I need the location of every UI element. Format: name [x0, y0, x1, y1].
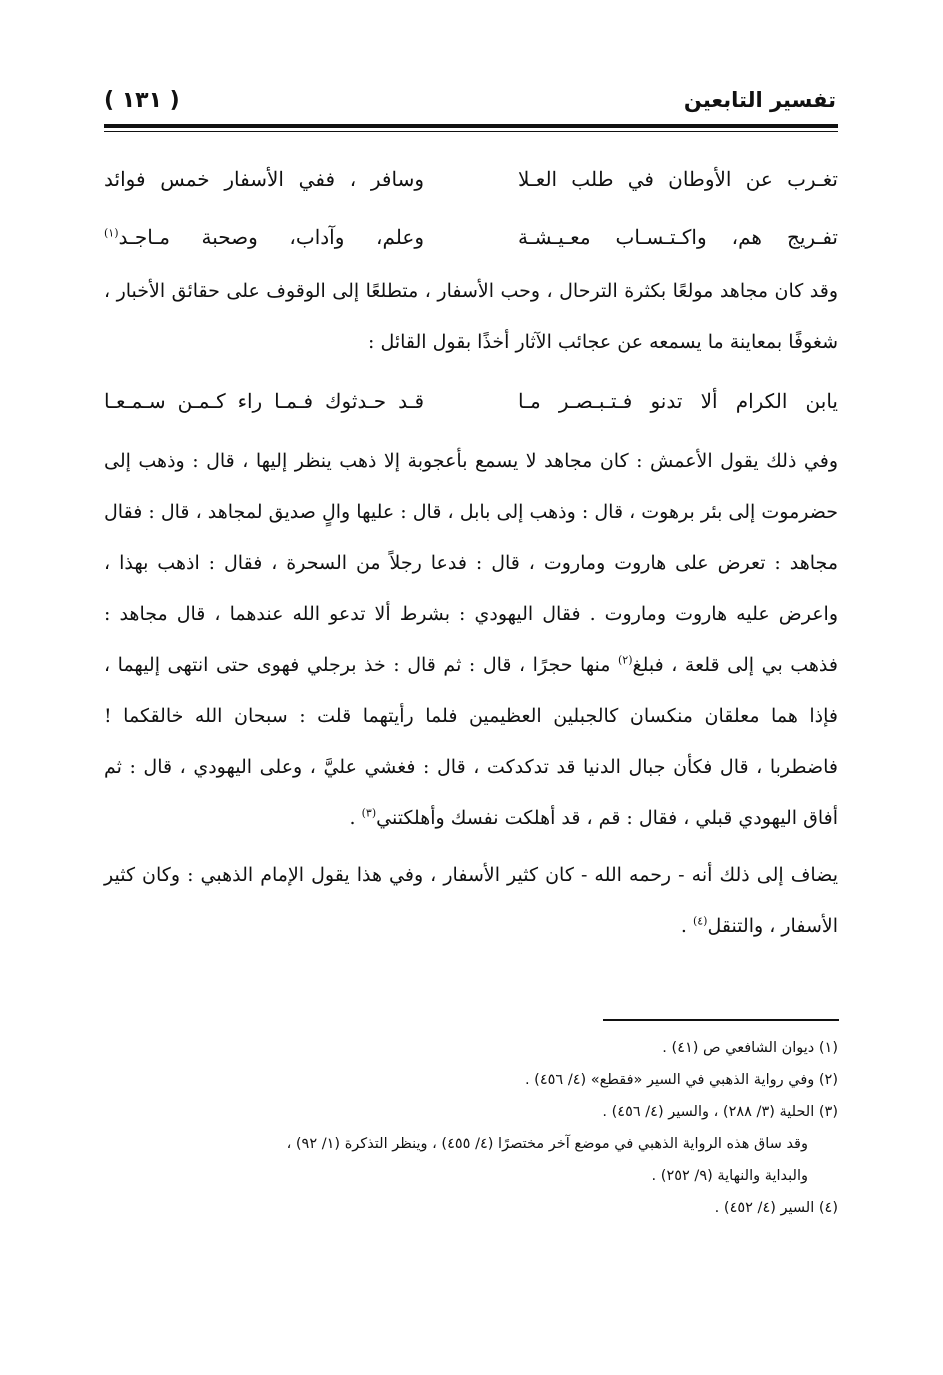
- verse-second-hemistich: قـد حـدثوك فـمـا راء كـمـن سـمـعـا: [104, 389, 424, 413]
- page-header: [104, 88, 836, 118]
- paragraph: وقد كان مجاهد مولعًا بكثرة الترحال ، وحب الأسفار ، متطلعًا إلى الوقوف على حقائق الأخبار ، شغوفًا بمعاينة ما يسمعه عن عجائب الآثار أخذًا بقول القائل :: [104, 280, 838, 353]
- paragraph-text: يضاف إلى ذلك أنه - رحمه الله - كان كثير الأسفار ، وفي هذا يقول الإمام الذهبي : وكان كثير الأسفار ، والتنقل: [104, 864, 838, 937]
- footnote-marker: (١): [104, 226, 119, 240]
- verse-second-hemistich: [104, 208, 424, 266]
- paragraph: [104, 436, 838, 844]
- footnote-marker: (٣): [361, 806, 377, 820]
- footnote-continuation: والبداية والنهاية (٩/ ٢٥٢) .: [651, 1168, 808, 1184]
- header-rule-thick: [104, 124, 838, 128]
- poem-verse: [104, 208, 838, 266]
- footnote-marker: (٢): [617, 653, 633, 667]
- verse-second-hemistich: وسافر ، ففي الأسفار خمس فوائد: [104, 167, 424, 191]
- paragraph-text: وفي ذلك يقول الأعمش : كان مجاهد لا يسمع بأعجوبة إلا ذهب ينظر إليها ، قال : وذهب إلى حضرموت إلى بئر برهوت ، قال : وذهب إلى بابل ، قال : عليها والٍ صديق لمجاهد ، قال : فقال مجاهد : تعرض على هاروت وماروت ، قال : فدعا رجلاً من السحرة ، فقال : اذهب بهذا ، واعرض عليه هاروت وماروت . فقال اليهودي : بشرط ألا تدعو الله عندهما ، قال مجاهد : فذهب بي إلى قلعة ، فبلغ: [104, 450, 838, 676]
- paragraph-text: منها حجرًا ، قال : ثم قال : خذ برجلي فهوى حتى انتهى إليهما ، فإذا هما معلقان منكسان كالجبلين العظيمين فلما رأيتهما قلت : سبحان الله خالقكما ! فاضطربا ، قال فكأن جبال الدنيا قد تدكدكت ، قال : فغشي عليَّ ، وعلى اليهودي ، قال : ثم أفاق اليهودي قبلي ، فقال : قم ، قد أهلكت نفسك وأهلكتني: [104, 654, 838, 829]
- running-title: تفسير التابعين: [683, 88, 836, 112]
- paragraph-text: .: [680, 915, 693, 937]
- header-rule-thin: [104, 131, 838, 132]
- footnote-marker: (٤): [692, 914, 708, 928]
- paragraph: [104, 850, 838, 952]
- footnotes: [104, 1032, 838, 1224]
- footnote-separator: [603, 1019, 839, 1021]
- footnote-continuation: وقد ساق هذه الرواية الذهبي في موضع آخر مختصرًا (٤/ ٤٥٥) ، وينظر التذكرة (١/ ٩٢) ،: [286, 1136, 808, 1152]
- verse-text: وعلم، وآداب، وصحبة مـاجـد: [118, 225, 424, 249]
- main-text: [104, 150, 838, 952]
- verse-first-hemistich: يابن الكرام ألا تدنو فـتـبـصـر مـا: [518, 389, 838, 413]
- verse-first-hemistich: تفـريج هم، واكـتـسـاب معـيـشـة: [518, 225, 838, 249]
- poem-verse: [104, 372, 838, 430]
- footnote: (٢) وفي رواية الذهبي في السير «فقطع» (٤/ ٤٥٦) .: [524, 1072, 838, 1088]
- paragraph-text: .: [349, 807, 362, 829]
- footnote: (٣) الحلية (٣/ ٢٨٨) ، والسير (٤/ ٤٥٦) .: [602, 1104, 838, 1120]
- footnote: (١) ديوان الشافعي ص (٤١) .: [662, 1040, 838, 1056]
- footnote: (٤) السير (٤/ ٤٥٢) .: [714, 1200, 838, 1216]
- poem-verse: [104, 150, 838, 208]
- page-number: ( ١٣١ ): [104, 88, 180, 113]
- verse-first-hemistich: تغـرب عن الأوطان في طلب العـلا: [518, 167, 838, 191]
